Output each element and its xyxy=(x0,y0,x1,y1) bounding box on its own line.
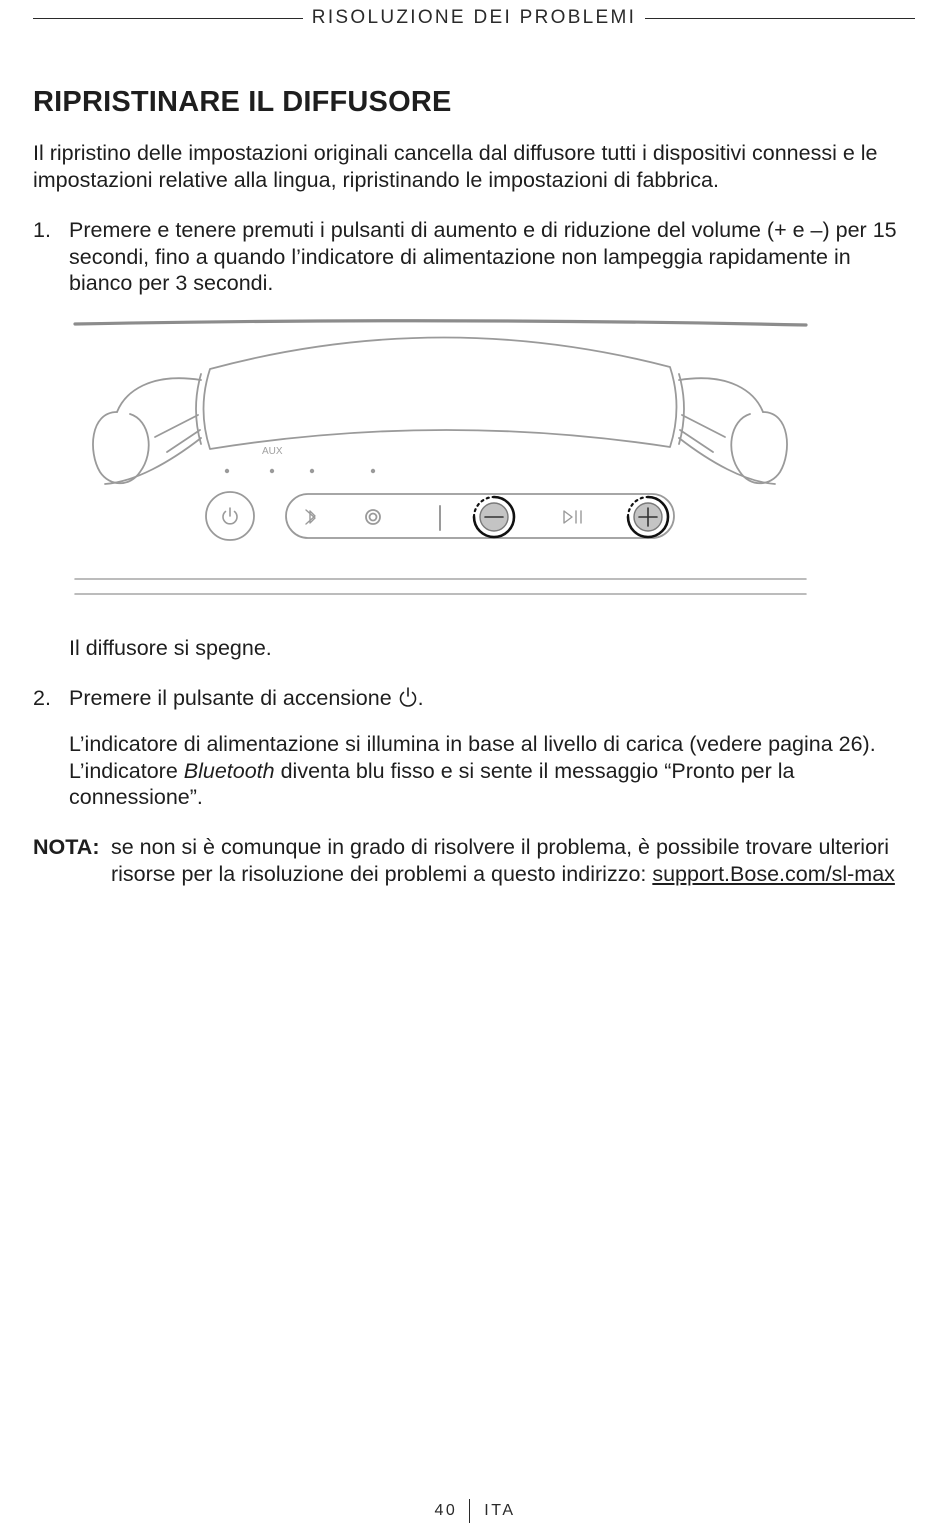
speaker-body-left-edge xyxy=(196,374,201,444)
step-2-number: 2. xyxy=(33,686,51,710)
aux-label: AUX xyxy=(262,446,283,457)
step-2-text xyxy=(69,685,424,715)
page-number: 40 xyxy=(434,1502,458,1519)
volume-up-button xyxy=(628,497,668,537)
header-rule-left xyxy=(33,18,303,19)
play-pause-icon xyxy=(564,511,581,523)
source-icon xyxy=(366,510,380,524)
page-header xyxy=(33,6,915,30)
step-1-number: 1. xyxy=(33,218,51,242)
step-2-result-part2: diventa blu fisso e si sente il messaggio “Pronto per la connessione”. xyxy=(69,758,795,809)
step-1-result: Il diffusore si spegne. xyxy=(69,636,272,660)
aux-indicator xyxy=(270,469,274,473)
section-title: RISOLUZIONE DEI PROBLEMI xyxy=(311,7,637,28)
footer-separator xyxy=(469,1499,470,1523)
note-label: NOTA: xyxy=(33,835,100,859)
header-rule-right xyxy=(645,18,915,19)
speaker-top-edge xyxy=(75,321,806,325)
speaker-body-right-edge xyxy=(679,374,684,444)
intro-paragraph: Il ripristino delle impostazioni originali cancella dal diffusore tutti i dispositivi connessi e le impostazioni relative alla lingua, ripristinando le impostazioni di fabbrica. xyxy=(33,141,878,192)
support-link[interactable]: support.Bose.com/sl-max xyxy=(652,861,895,886)
note-text xyxy=(111,834,901,887)
power-icon xyxy=(223,508,237,524)
volume-down-button xyxy=(474,497,514,537)
page-title: RIPRISTINARE IL DIFFUSORE xyxy=(33,86,452,118)
right-handle xyxy=(679,378,787,484)
step-1-text: Premere e tenere premuti i pulsanti di aumento e di riduzione del volume (+ e –) per 15 secondi, fino a quando l’indicatore di alimentazione non lampeggia rapidamente in bianco per 3 secondi. xyxy=(69,218,897,295)
bluetooth-icon xyxy=(306,510,315,524)
page-footer xyxy=(0,1498,950,1524)
power-icon xyxy=(398,686,418,715)
left-handle xyxy=(93,378,201,484)
step-2-text-end: . xyxy=(417,686,424,710)
battery-indicator xyxy=(225,469,229,473)
step-2-result-part1: L’indicatore di alimentazione si illumina in base al livello di carica (vedere pagina 26). L’indicatore xyxy=(69,732,876,783)
step-2-result xyxy=(69,731,899,811)
voice-indicator xyxy=(371,469,375,473)
bluetooth-indicator xyxy=(310,469,314,473)
language-code: ITA xyxy=(484,1502,516,1519)
bluetooth-term: Bluetooth xyxy=(183,758,275,783)
status-indicators xyxy=(225,469,375,473)
note-body: se non si è comunque in grado di risolvere il problema, è possibile trovare ulteriori risorse per la risoluzione dei problemi a questo indirizzo: xyxy=(111,835,889,886)
step-2-text-main: Premere il pulsante di accensione xyxy=(69,686,392,710)
speaker-illustration xyxy=(70,312,815,602)
speaker-body xyxy=(204,337,677,449)
